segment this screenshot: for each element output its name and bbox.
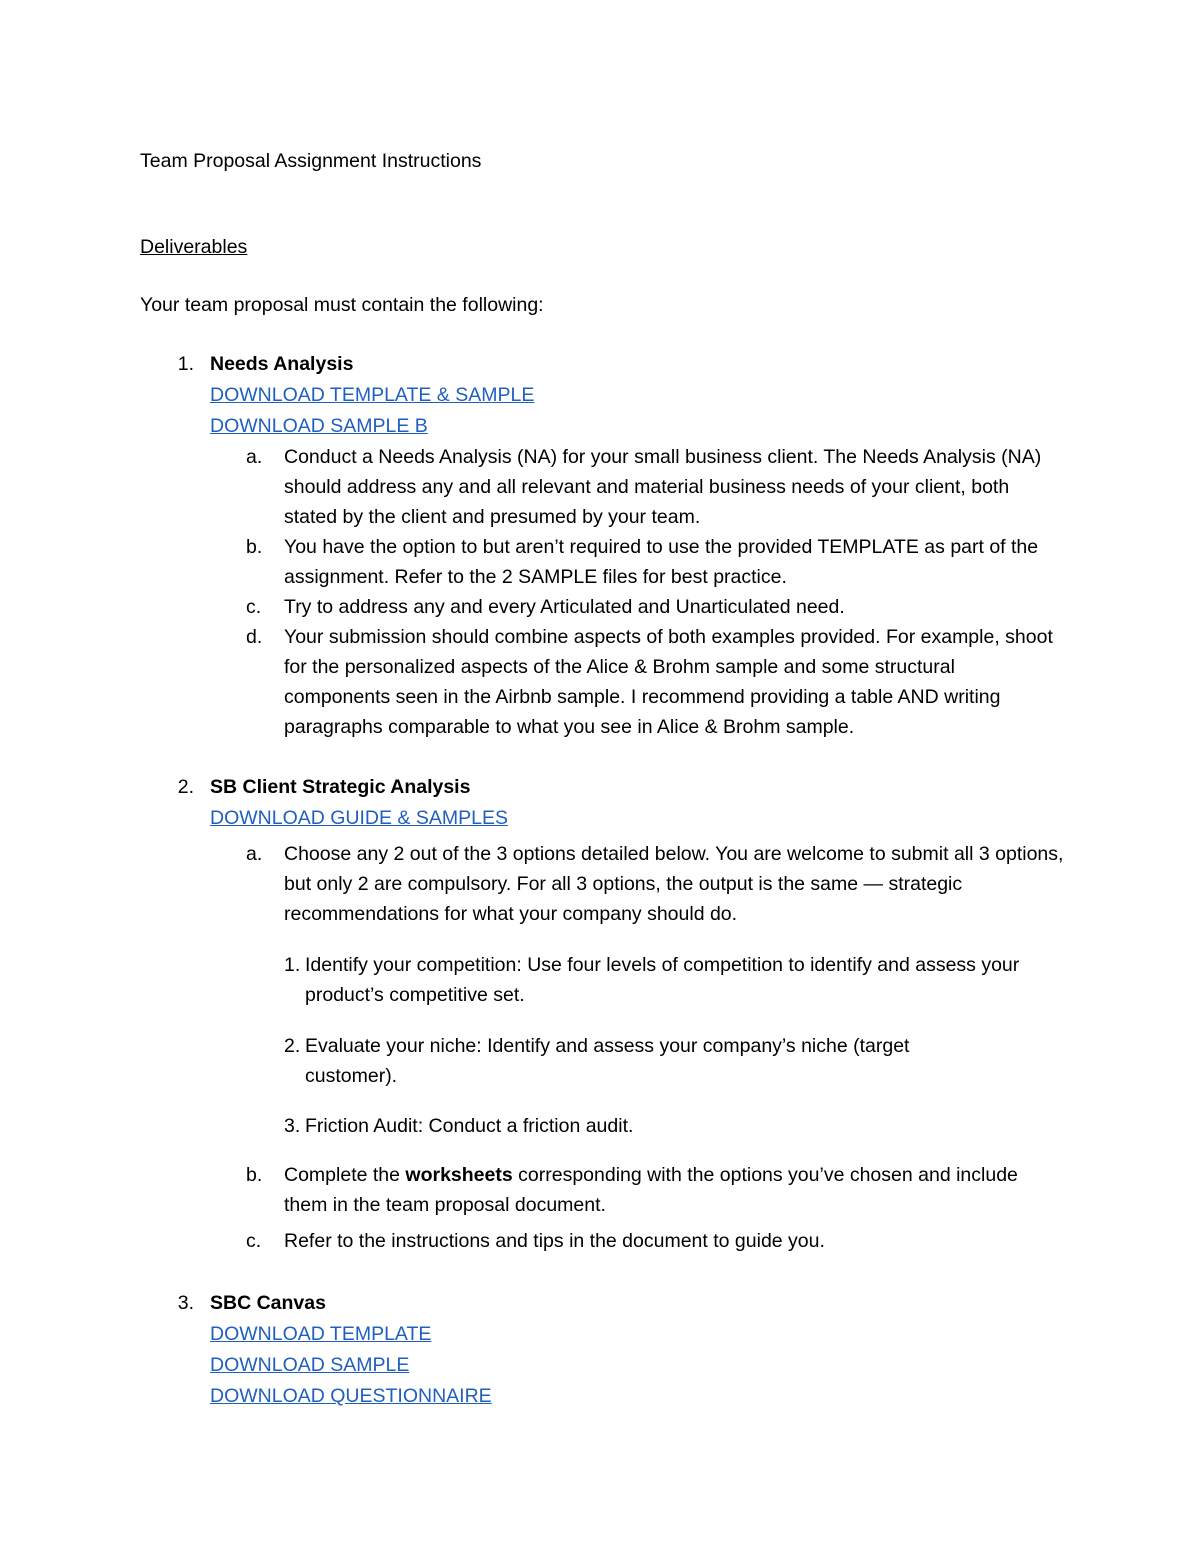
sub-text: Refer to the instructions and tips in the document to guide you. [284, 1230, 825, 1252]
sub-text-start: Complete the [284, 1164, 406, 1186]
worksheets-emphasis: worksheets [405, 1164, 513, 1186]
sub-letter: a. [246, 843, 263, 865]
sub-text: Try to address any and every Articulated and Unarticulated need. [284, 596, 845, 618]
sub-text: Choose any 2 out of the 3 options detailed below. You are welcome to submit all 3 options, but only 2 are compulsory. For all 3 options, the output is the same — strategic recommendations for what your company should do. [284, 843, 1064, 925]
item-title: Needs Analysis [210, 353, 354, 375]
sub-letter: c. [246, 596, 262, 618]
sub-letter: c. [246, 1230, 262, 1252]
sub-letter: a. [246, 446, 263, 468]
download-sample-b-link[interactable]: DOWNLOAD SAMPLE B [210, 415, 428, 437]
option-text: Identify your competition: Use four levels of competition to identify and assess your product’s competitive set. [305, 954, 1020, 1006]
sub-text-end: corresponding with the options you’ve chosen and include them in the team proposal document. [284, 1164, 1018, 1216]
item-number: 1. [177, 353, 194, 375]
sub-text: You have the option to but aren’t required to use the provided TEMPLATE as part of the assignment. Refer to the 2 SAMPLE files for best practice. [284, 536, 1039, 588]
sub-letter: b. [246, 1164, 263, 1186]
sub-text [284, 1160, 1064, 1220]
option-number: 1. [284, 954, 301, 976]
download-template-link[interactable]: DOWNLOAD TEMPLATE [210, 1323, 432, 1345]
intro-text: Your team proposal must contain the following: [140, 294, 544, 316]
sub-text: Conduct a Needs Analysis (NA) for your small business client. The Needs Analysis (NA) should address any and all relevant and material business needs of your client, both stated by the client and presumed by your team. [284, 446, 1042, 528]
document-title: Team Proposal Assignment Instructions [140, 150, 482, 172]
download-sample-link[interactable]: DOWNLOAD SAMPLE [210, 1354, 410, 1376]
option-number: 3. [284, 1115, 301, 1137]
sub-text: Your submission should combine aspects of both examples provided. For example, shoot for the personalized aspects of the Alice & Brohm sample and some structural components seen in the Airbnb sample. I recommend providing a table AND writing paragraphs comparable to what you see in Alice & Brohm sample. [284, 626, 1053, 738]
sub-letter: d. [246, 626, 263, 648]
download-questionnaire-link[interactable]: DOWNLOAD QUESTIONNAIRE [210, 1385, 492, 1407]
item-title: SB Client Strategic Analysis [210, 776, 471, 798]
option-number: 2. [284, 1035, 301, 1057]
download-guide-samples-link[interactable]: DOWNLOAD GUIDE & SAMPLES [210, 807, 508, 829]
item-number: 3. [177, 1292, 194, 1314]
option-text: Evaluate your niche: Identify and assess your company’s niche (target customer). [305, 1035, 910, 1087]
option-text: Friction Audit: Conduct a friction audit. [305, 1115, 634, 1137]
item-title: SBC Canvas [210, 1292, 326, 1314]
section-heading: Deliverables [140, 236, 248, 258]
item-number: 2. [177, 776, 194, 798]
download-template-sample-link[interactable]: DOWNLOAD TEMPLATE & SAMPLE [210, 384, 535, 406]
sub-letter: b. [246, 536, 263, 558]
